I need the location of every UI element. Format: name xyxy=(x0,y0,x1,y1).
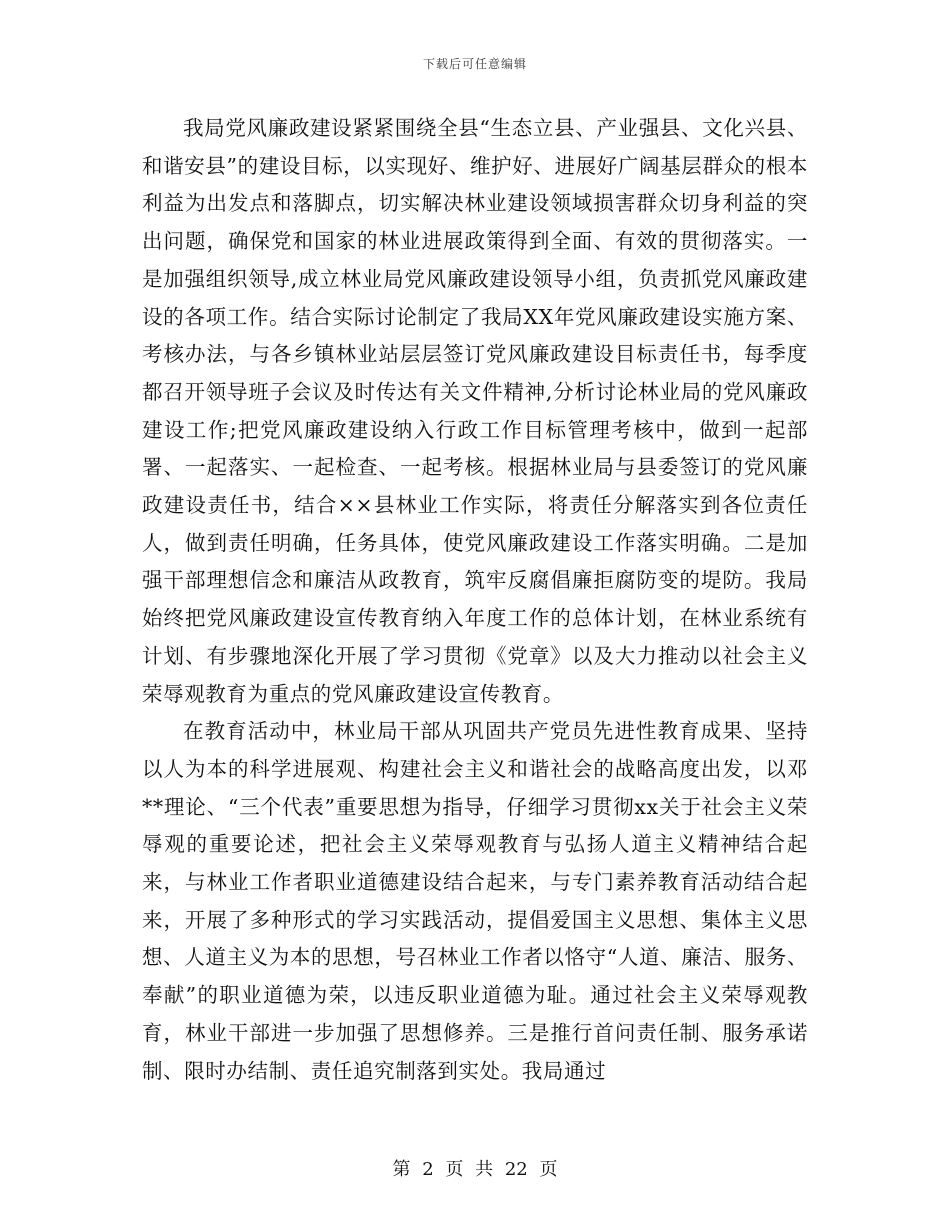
document-body xyxy=(142,110,808,1090)
paragraph-1: 我局党风廉政建设紧紧围绕全县“生态立县、产业强县、文化兴县、和谐安县”的建设目标，以实现好、维护好、进展好广阔基层群众的根本利益为出发点和落脚点，切实解决林业建设领域损害群众切身利益的突出问题，确保党和国家的林业进展政策得到全面、有效的贯彻落实。一是加强组织领导,成立林业局党风廉政建设领导小组，负责抓党风廉政建设的各项工作。结合实际讨论制定了我局XX年党风廉政建设实施方案、考核办法，与各乡镇林业站层层签订党风廉政建设目标责任书，每季度都召开领导班子会议及时传达有关文件精神,分析讨论林业局的党风廉政建设工作;把党风廉政建设纳入行政工作目标管理考核中，做到一起部署、一起落实、一起检查、一起考核。根据林业局与县委签订的党风廉政建设责任书，结合××县林业工作实际，将责任分解落实到各位责任人，做到责任明确，任务具体，使党风廉政建设工作落实明确。二是加强干部理想信念和廉洁从政教育，筑牢反腐倡廉拒腐防变的堤防。我局始终把党风廉政建设宣传教育纳入年度工作的总体计划，在林业系统有计划、有步骤地深化开展了学习贯彻《党章》以及大力推动以社会主义荣辱观教育为重点的党风廉政建设宣传教育。 xyxy=(142,116,808,706)
paragraph-2: 在教育活动中，林业局干部从巩固共产党员先进性教育成果、坚持以人为本的科学进展观、构建社会主义和谐社会的战略高度出发，以邓**理论、“三个代表”重要思想为指导，仔细学习贯彻xx关于社会主义荣辱观的重要论述，把社会主义荣辱观教育与弘扬人道主义精神结合起来，与林业工作者职业道德建设结合起来，与专门素养教育活动结合起来，开展了多种形式的学习实践活动，提倡爱国主义思想、集体主义思想、人道主义为本的思想，号召林业工作者以恪守“人道、廉洁、服务、奉献”的职业道德为荣，以违反职业道德为耻。通过社会主义荣辱观教育，林业干部进一步加强了思想修养。三是推行首问责任制、服务承诺制、限时办结制、责任追究制落到实处。我局通过 xyxy=(142,719,808,1083)
page-number: 第 2 页 共 22 页 xyxy=(392,1159,558,1180)
header-note: 下载后可任意编辑 xyxy=(422,57,527,71)
